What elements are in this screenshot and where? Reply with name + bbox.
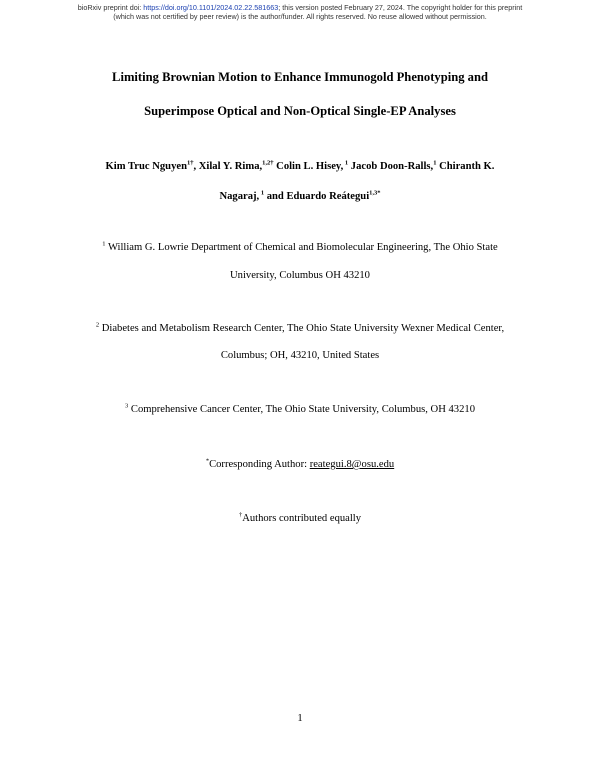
preprint-header bbox=[0, 4, 600, 21]
equal-contribution-text: Authors contributed equally bbox=[242, 513, 362, 524]
corresponding-email[interactable]: reategui.8@osu.edu bbox=[309, 459, 395, 470]
affiliation-3 bbox=[0, 404, 600, 415]
equal-contribution-marker: † bbox=[238, 511, 243, 519]
paper-title-line-1: Limiting Brownian Motion to Enhance Immunogold Phenotyping and bbox=[112, 70, 488, 84]
author-name: Nagaraj, bbox=[219, 191, 260, 202]
affiliation-text: William G. Lowrie Department of Chemical and Biomolecular Engineering, The Ohio State bbox=[105, 242, 498, 253]
preprint-header-line-2: (which was not certified by peer review) is the author/funder. All rights reserved. No reuse allowed without permission. bbox=[113, 11, 487, 21]
affiliation-1-line-2: University, Columbus OH 43210 bbox=[230, 270, 370, 281]
author-affiliation-sup: 1 bbox=[433, 159, 437, 167]
corresponding-marker: * bbox=[205, 457, 210, 465]
author-name: , Xilal Y. Rima, bbox=[193, 161, 263, 172]
preprint-header-suffix: ; this version posted February 27, 2024. The copyright holder for this preprint bbox=[278, 3, 523, 12]
author-affiliation-sup: 1 bbox=[259, 189, 265, 197]
affiliation-1-line-1 bbox=[0, 242, 600, 253]
affiliation-text: Diabetes and Metabolism Research Center, The Ohio State University Wexner Medical Center, bbox=[99, 323, 505, 334]
author-list-line-2 bbox=[0, 191, 600, 202]
author-name: and Eduardo Reátegui bbox=[264, 191, 370, 202]
author-name: Jacob Doon-Ralls, bbox=[348, 161, 434, 172]
paper-title-line-2: Superimpose Optical and Non-Optical Single-EP Analyses bbox=[144, 104, 456, 118]
affiliation-number: 2 bbox=[95, 321, 100, 329]
doi-link[interactable]: https://doi.org/10.1101/2024.02.22.581663 bbox=[143, 3, 279, 12]
author-affiliation-sup: 1 bbox=[343, 159, 349, 167]
affiliation-text: Comprehensive Cancer Center, The Ohio State University, Columbus, OH 43210 bbox=[128, 404, 475, 415]
author-name: Kim Truc Nguyen bbox=[105, 161, 187, 172]
affiliation-number: 3 bbox=[124, 402, 129, 410]
affiliation-2-line-1 bbox=[0, 323, 600, 334]
page-number: 1 bbox=[297, 713, 303, 724]
author-name: Chiranth K. bbox=[436, 161, 495, 172]
preprint-header-prefix: bioRxiv preprint doi: bbox=[77, 3, 144, 12]
author-name: Colin L. Hisey, bbox=[273, 161, 344, 172]
corresponding-author bbox=[0, 459, 600, 470]
corresponding-label: Corresponding Author: bbox=[209, 459, 310, 470]
author-affiliation-sup: 1,3* bbox=[369, 189, 381, 197]
author-affiliation-sup: 1† bbox=[186, 159, 194, 167]
author-affiliation-sup: 1,2† bbox=[262, 159, 274, 167]
affiliation-number: 1 bbox=[102, 240, 106, 248]
equal-contribution-note bbox=[0, 513, 600, 524]
affiliation-2-line-2: Columbus; OH, 43210, United States bbox=[220, 350, 380, 361]
author-list-line-1 bbox=[0, 161, 600, 172]
